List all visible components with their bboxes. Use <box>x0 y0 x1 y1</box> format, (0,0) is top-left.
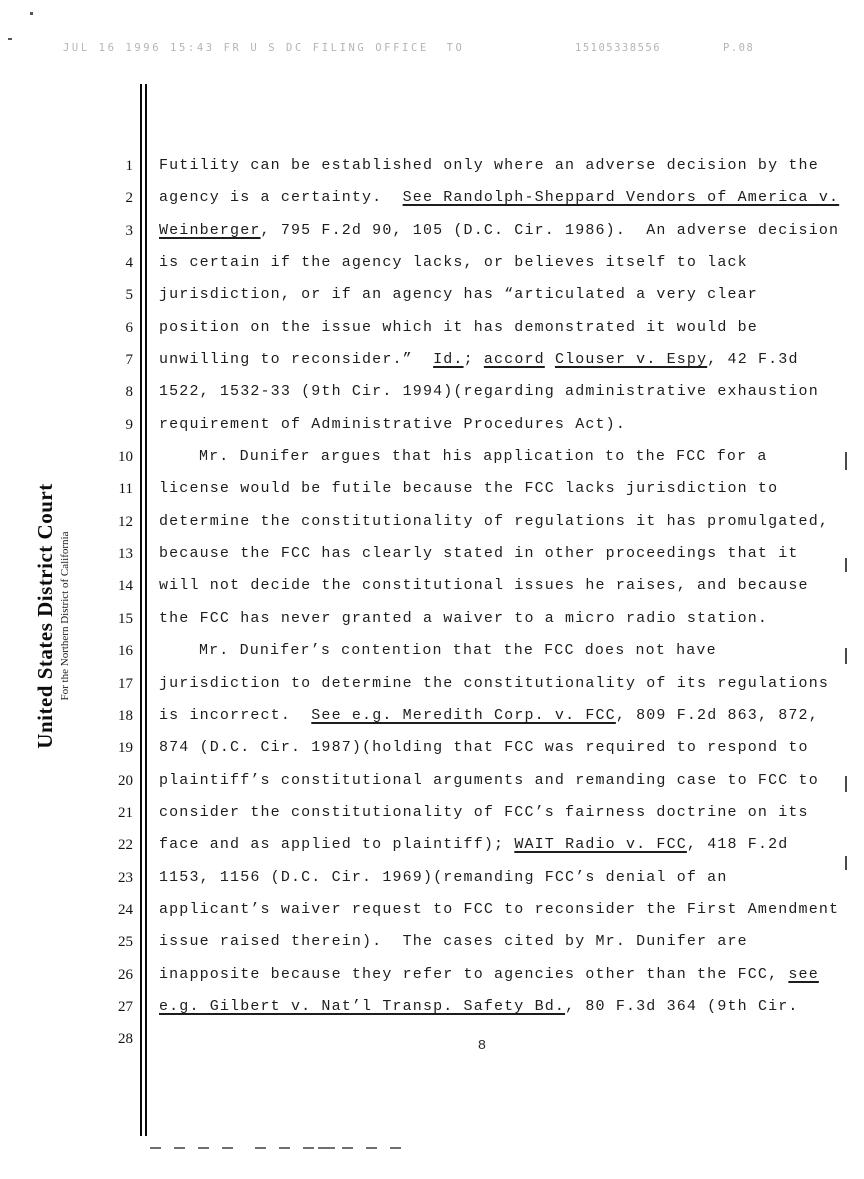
line-number: 13 <box>118 546 133 563</box>
line-text: issue raised therein). The cases cited by Mr. Dunifer are <box>159 933 748 951</box>
text-line <box>93 376 853 408</box>
line-number: 9 <box>125 416 133 433</box>
line-text: Weinberger, 795 F.2d 90, 105 (D.C. Cir. 1986). An adverse decision <box>159 221 840 239</box>
text-line <box>93 894 853 926</box>
text-line <box>93 182 853 214</box>
text-line <box>93 829 853 861</box>
text-line <box>93 409 853 441</box>
scan-bottom-dashes <box>318 1147 410 1149</box>
line-number: 12 <box>118 513 133 530</box>
text-line <box>93 862 853 894</box>
line-text: Mr. Dunifer argues that his application to the FCC for a <box>199 448 768 466</box>
court-caption-title: United States District Court <box>33 483 57 749</box>
line-number: 23 <box>118 869 133 886</box>
line-text: is certain if the agency lacks, or believes itself to lack <box>159 254 748 272</box>
line-number: 6 <box>125 319 133 336</box>
fax-header <box>0 42 864 58</box>
line-number: 5 <box>125 287 133 304</box>
line-text: plaintiff’s constitutional arguments and remanding case to FCC to <box>159 771 819 789</box>
line-number: 20 <box>118 772 133 789</box>
line-text: jurisdiction, or if an agency has “articulated a very clear <box>159 286 758 304</box>
text-line <box>93 765 853 797</box>
text-line <box>93 732 853 764</box>
scan-edge-tick <box>845 776 847 792</box>
line-number: 19 <box>118 740 133 757</box>
line-text: jurisdiction to determine the constitutionality of its regulations <box>159 674 829 692</box>
line-text: will not decide the constitutional issues he raises, and because <box>159 577 809 595</box>
text-line <box>93 926 853 958</box>
text-line <box>93 700 853 732</box>
line-number: 7 <box>125 352 133 369</box>
line-number: 4 <box>125 255 133 272</box>
line-text: inapposite because they refer to agencies other than the FCC, see <box>159 965 819 983</box>
line-number: 11 <box>118 481 133 498</box>
scan-edge-tick <box>845 558 847 572</box>
line-number: 28 <box>118 1031 133 1048</box>
text-line <box>93 668 853 700</box>
line-text: the FCC has never granted a waiver to a micro radio station. <box>159 609 769 627</box>
line-text: applicant’s waiver request to FCC to reconsider the First Amendment <box>159 900 840 918</box>
line-text <box>133 1023 159 1055</box>
line-text: face and as applied to plaintiff); WAIT Radio v. FCC, 418 F.2d <box>159 836 789 854</box>
line-number: 3 <box>125 222 133 239</box>
scan-speck <box>30 12 33 15</box>
text-line <box>93 506 853 538</box>
text-line <box>93 150 853 182</box>
line-text: is incorrect. See e.g. Meredith Corp. v. FCC, 809 F.2d 863, 872, <box>159 706 819 724</box>
text-line <box>93 473 853 505</box>
line-text: unwilling to reconsider.” Id.; accord Clouser v. Espy, 42 F.3d <box>159 351 799 369</box>
text-line <box>93 279 853 311</box>
text-line <box>93 215 853 247</box>
line-number: 8 <box>125 384 133 401</box>
page-number: 8 <box>477 1038 487 1054</box>
line-text: requirement of Administrative Procedures Act). <box>159 415 626 433</box>
line-text: determine the constitutionality of regulations it has promulgated, <box>159 512 829 530</box>
line-text: license would be futile because the FCC lacks jurisdiction to <box>159 480 779 498</box>
line-text: Mr. Dunifer’s contention that the FCC does not have <box>199 642 717 660</box>
line-number: 25 <box>118 934 133 951</box>
line-number: 27 <box>118 998 133 1015</box>
scan-bottom-dashes <box>150 1147 238 1149</box>
line-text: because the FCC has clearly stated in other proceedings that it <box>159 545 799 563</box>
line-text: 874 (D.C. Cir. 1987)(holding that FCC was required to respond to <box>159 739 809 757</box>
line-text: Futility can be established only where an adverse decision by the <box>159 157 819 174</box>
line-text: agency is a certainty. See Randolph-Sheppard Vendors of America v. <box>159 189 840 207</box>
line-number: 24 <box>118 901 133 918</box>
court-caption <box>32 466 88 766</box>
line-text: 1522, 1532-33 (9th Cir. 1994)(regarding administrative exhaustion <box>159 383 819 401</box>
line-number: 21 <box>118 804 133 821</box>
text-line <box>93 603 853 635</box>
line-text: position on the issue which it has demonstrated it would be <box>159 318 758 336</box>
text-line <box>93 538 853 570</box>
line-number: 1 <box>125 158 133 174</box>
line-text: consider the constitutionality of FCC’s fairness doctrine on its <box>159 803 809 821</box>
scan-edge-tick <box>845 452 847 470</box>
line-number: 14 <box>118 578 133 595</box>
line-number: 2 <box>125 190 133 207</box>
line-number: 22 <box>118 837 133 854</box>
fax-number: 15105338556 <box>575 42 662 54</box>
fax-header-text: JUL 16 1996 15:43 FR U S DC FILING OFFICE TO <box>63 42 465 54</box>
text-line <box>93 991 853 1023</box>
line-number: 18 <box>118 707 133 724</box>
scan-edge-tick <box>845 648 847 664</box>
scan-speck <box>8 38 12 40</box>
line-number: 26 <box>118 966 133 983</box>
text-line <box>93 797 853 829</box>
text-line <box>93 570 853 602</box>
line-number: 16 <box>118 643 133 660</box>
line-text: e.g. Gilbert v. Nat’l Transp. Safety Bd., 80 F.3d 364 (9th Cir. <box>159 997 799 1015</box>
document-lines <box>93 150 853 1056</box>
text-line <box>93 344 853 376</box>
court-caption-subtitle: For the Northern District of California <box>59 531 71 701</box>
text-line <box>93 635 853 667</box>
text-line <box>93 441 853 473</box>
scan-edge-tick <box>845 856 847 870</box>
line-number: 17 <box>118 675 133 692</box>
text-line <box>93 312 853 344</box>
line-text: 1153, 1156 (D.C. Cir. 1969)(remanding FCC’s denial of an <box>159 868 728 886</box>
text-line <box>93 959 853 991</box>
line-number: 15 <box>118 610 133 627</box>
line-number: 10 <box>118 449 133 466</box>
text-line <box>93 247 853 279</box>
fax-page-code: P.08 <box>723 42 755 54</box>
